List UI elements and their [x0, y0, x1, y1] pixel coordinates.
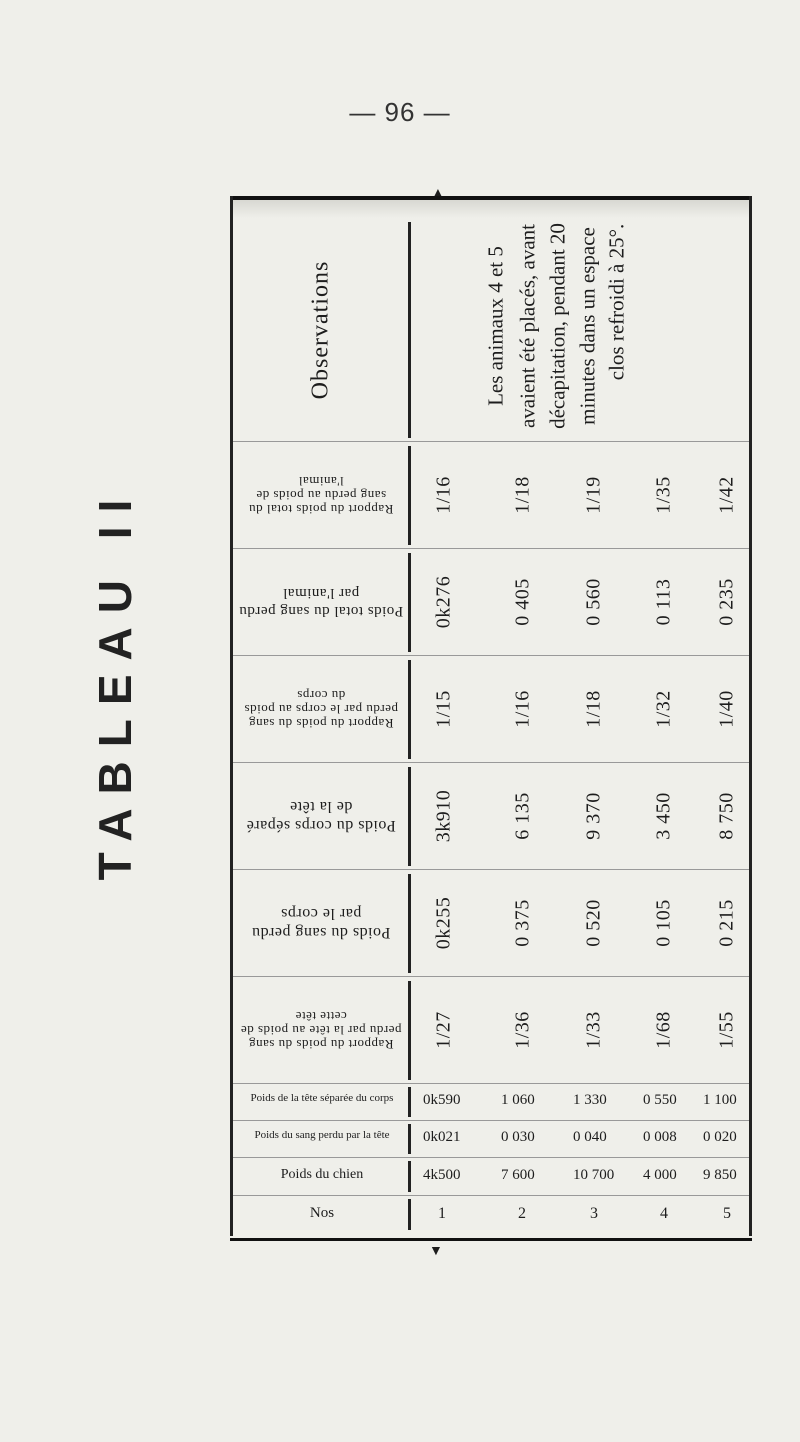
- column-header: Nos: [309, 1205, 335, 1221]
- column-header: Poids du sang perdu par le corps: [251, 905, 391, 941]
- table-cell: 3: [590, 1205, 598, 1222]
- table-cell: 0 030: [501, 1129, 535, 1145]
- column-divider: [408, 1087, 411, 1117]
- column-header: Poids du corps séparé de la tête: [246, 798, 396, 834]
- table-cell: 4k500: [423, 1167, 461, 1183]
- table-cell: 4: [660, 1205, 668, 1222]
- table-cell: 5: [723, 1205, 731, 1222]
- header-word: du: [315, 1167, 330, 1182]
- table-cell: 1 330: [573, 1092, 607, 1108]
- column-divider: [408, 660, 411, 759]
- column-band-head-blood: [233, 1121, 749, 1158]
- column-header: Rapport du poids total du sang perdu au poids de l'animal: [248, 474, 394, 517]
- column-divider: [408, 553, 411, 652]
- table-cell: 10 700: [573, 1167, 615, 1183]
- table-header-shading: [233, 200, 749, 218]
- table-cell: 7 600: [501, 1167, 535, 1183]
- column-divider: [408, 446, 411, 545]
- header-word: Poids: [280, 1167, 312, 1182]
- column-divider: [408, 767, 411, 866]
- column-band-number: [233, 1196, 749, 1234]
- column-band-head-weight: [233, 1084, 749, 1121]
- arrow-down-icon: ▼: [429, 1244, 443, 1259]
- page-number: — 96 —: [349, 97, 451, 127]
- table-cell: 4 000: [643, 1167, 677, 1183]
- column-divider: [408, 874, 411, 973]
- column-band-body-blood-ratio: Rapport du poids du sang perdu par le corps au poids du corps 1/15 1/16 1/18 1/32 1/40: [233, 656, 749, 763]
- column-divider: [408, 1199, 411, 1230]
- table-cell: 9 850: [703, 1167, 737, 1183]
- observations-section: [233, 218, 749, 442]
- table-cell: 0 550: [643, 1092, 677, 1108]
- column-header: Poids total du sang perdu par l'animal: [238, 585, 404, 619]
- table-cell: 0 020: [703, 1129, 737, 1145]
- observations-header: Observations: [307, 260, 334, 400]
- column-band-body-weight: Poids du corps séparé de la tête 3k910 6 135 9 370 3 450 8 750: [233, 763, 749, 870]
- column-band-total-blood: Poids total du sang perdu par l'animal 0k276 0 405 0 560 0 113 0 235: [233, 549, 749, 656]
- column-header: Poids de la tête séparée du corps: [250, 1092, 394, 1104]
- column-divider: [408, 981, 411, 1080]
- column-band-head-blood-ratio: Rapport du poids du sang perdu par la tête au poids de cette tête 1/27 1/36 1/33 1/68 1/55: [233, 977, 749, 1084]
- table-cell: 0k021: [423, 1129, 461, 1145]
- table-lower-region: [233, 1084, 749, 1234]
- column-band-body-blood: Poids du sang perdu par le corps 0k255 0 375 0 520 0 105 0 215: [233, 870, 749, 977]
- column-band-dog-weight: [233, 1158, 749, 1196]
- header-word: chien: [332, 1167, 364, 1182]
- column-band-blood-ratio-animal: Rapport du poids total du sang perdu au poids de l'animal 1/16 1/18 1/19 1/35 1/42: [233, 442, 749, 549]
- arrow-up-icon: ▲: [432, 185, 444, 199]
- table-cell: 1: [438, 1205, 446, 1222]
- column-header: [237, 1167, 407, 1183]
- table-cell: 2: [518, 1205, 526, 1222]
- column-divider: [408, 1124, 411, 1154]
- table-cell: 0 008: [643, 1129, 677, 1145]
- column-divider: [408, 1161, 411, 1192]
- table-cell: 0k590: [423, 1092, 461, 1108]
- column-header: Rapport du poids du sang perdu par la tête au poids de cette tête: [240, 1009, 402, 1052]
- column-header: Rapport du poids du sang perdu par le corps au poids du corps: [244, 688, 398, 731]
- table-cell: 1 100: [703, 1092, 737, 1108]
- column-header: Poids du sang perdu par la tête: [254, 1129, 390, 1141]
- observations-text: Les animaux 4 et 5 avaient été placés, avant décapitation, pendant 20 minutes dans un espace clos refroidi à 25°.: [483, 223, 629, 429]
- table-right-border: [749, 196, 752, 1236]
- table-cell: 1 060: [501, 1092, 535, 1108]
- table-cell: 0 040: [573, 1129, 607, 1145]
